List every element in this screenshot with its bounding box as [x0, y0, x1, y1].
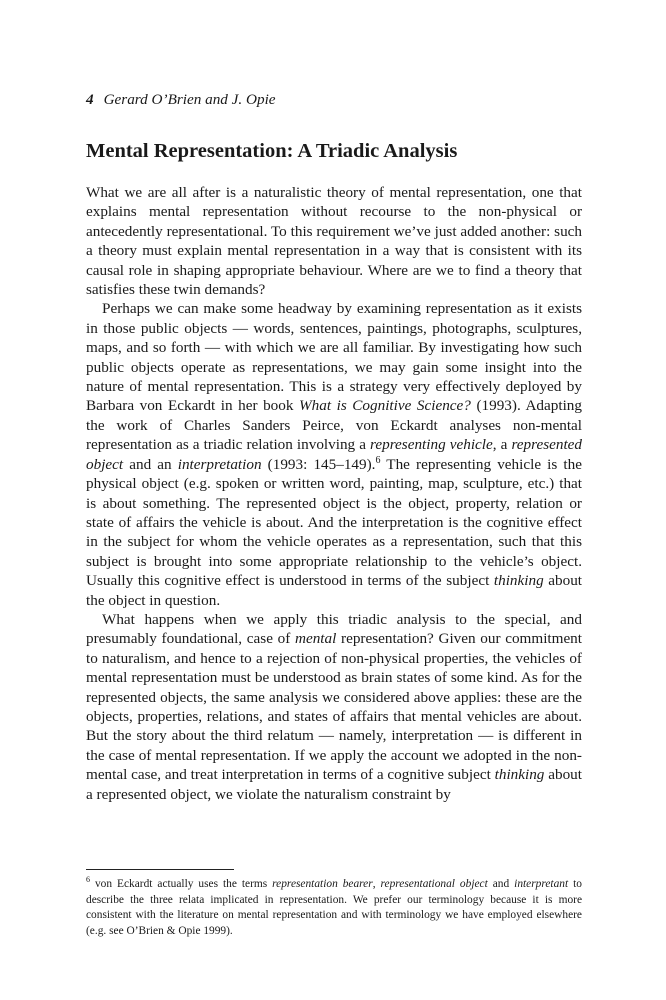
- running-head-authors: Gerard O’Brien and J. Opie: [103, 91, 276, 108]
- paragraph-1: [86, 183, 582, 299]
- footnote-text-a: von Eckardt actually uses the terms: [90, 878, 273, 890]
- running-head: [86, 91, 276, 109]
- paragraph-1-text: What we are all after is a naturalistic theory of mental representation, one that explains mental representation without recourse to the non-physical or antecedently representational. To this requirement we’ve just added another: such a theory must explain mental representation in a way that is consistent with its causal role in shaping appropriate behaviour. Where are we to find a theory that satisfies these twin demands?: [86, 184, 582, 299]
- footnote-text-d: to describe the three relata implicated in representation. We prefer our terminology because it is more consistent with the literature on mental representation and with terminology we have employed elsewhere (e.g. see O’Brien & Opie 1999).: [86, 878, 582, 937]
- emphasis-mental: mental: [294, 630, 337, 648]
- footnote-term-representation-bearer: representation bearer: [272, 878, 373, 890]
- paragraph-3-text-b: representation? Given our commitment to naturalism, and hence to a rejection of non-physical properties, the vehicles of mental representation must be understood as brain states of some kind. As for the represented objects, the same analysis we considered above applies: these are the objects, properties, relations, and states of affairs that mental vehicles are about. But the story about the third relatum — namely, interpretation — is different in the case of mental representation. If we apply the account we adopted in the non-mental case, and treat interpretation in terms of a cognitive subject: [86, 630, 582, 784]
- page-number: 4: [86, 91, 94, 108]
- footnote-mark: 6: [86, 875, 90, 885]
- term-interpretation: interpretation: [177, 455, 262, 473]
- paragraph-2-text-b: (1993). Adapting the work of Charles Sanders Peirce, von Eckardt analyses non-mental representation as a triadic relation involving a: [86, 397, 582, 454]
- term-representing-vehicle: representing vehicle: [370, 436, 493, 454]
- paragraph-2-text-g: about the object in question.: [86, 572, 583, 609]
- footnote-text-b: ,: [372, 878, 381, 890]
- paragraph-2-text-c: , a: [492, 436, 512, 454]
- body-text: [86, 183, 582, 804]
- paragraph-2: [86, 299, 582, 610]
- paragraph-3: [86, 610, 582, 804]
- footnote-term-interpretant: interpretant: [514, 878, 569, 890]
- paragraph-2-text-e: (1993: 145–149).: [261, 455, 376, 473]
- footnote-term-representational-object: representational object: [380, 878, 488, 890]
- paragraph-2-text-d: and an: [123, 455, 178, 473]
- paragraph-2-text-f: The representing vehicle is the physical object (e.g. spoken or written word, painting, map, sculpture, etc.) that is about something. The represented object is the object, property, relation or state of affairs the vehicle is about. And the interpretation is the cognitive effect in the subject for whom the vehicle operates as a representation, such that this subject is brought into some appropriate relationship to the vehicle’s object. Usually this cognitive effect is understood in terms of the subject: [86, 455, 582, 590]
- book-title: What is Cognitive Science?: [299, 397, 471, 415]
- emphasis-thinking: thinking: [494, 766, 545, 784]
- term-represented-object: represented object: [86, 436, 583, 473]
- paragraph-2-text-a: Perhaps we can make some headway by examining representation as it exists in those public objects — words, sentences, paintings, photographs, sculptures, maps, and so forth — with which we are all familiar. By investigating how such public objects operate as representations, we may gain some insight into the nature of mental representation. This is a strategy very effectively deployed by Barbara von Eckardt in her book: [86, 300, 582, 415]
- footnote-text-c: and: [487, 878, 515, 890]
- footnote-divider: [86, 869, 234, 870]
- paragraph-3-text-c: about a represented object, we violate the naturalism constraint by: [86, 766, 582, 803]
- footnote: [86, 877, 582, 939]
- footnote-reference[interactable]: 6: [375, 454, 381, 466]
- section-title: Mental Representation: A Triadic Analysis: [86, 140, 458, 162]
- emphasis-thinking: thinking: [493, 572, 544, 590]
- paragraph-3-text-a: What happens when we apply this triadic analysis to the special, and presumably foundational, case of: [86, 610, 582, 648]
